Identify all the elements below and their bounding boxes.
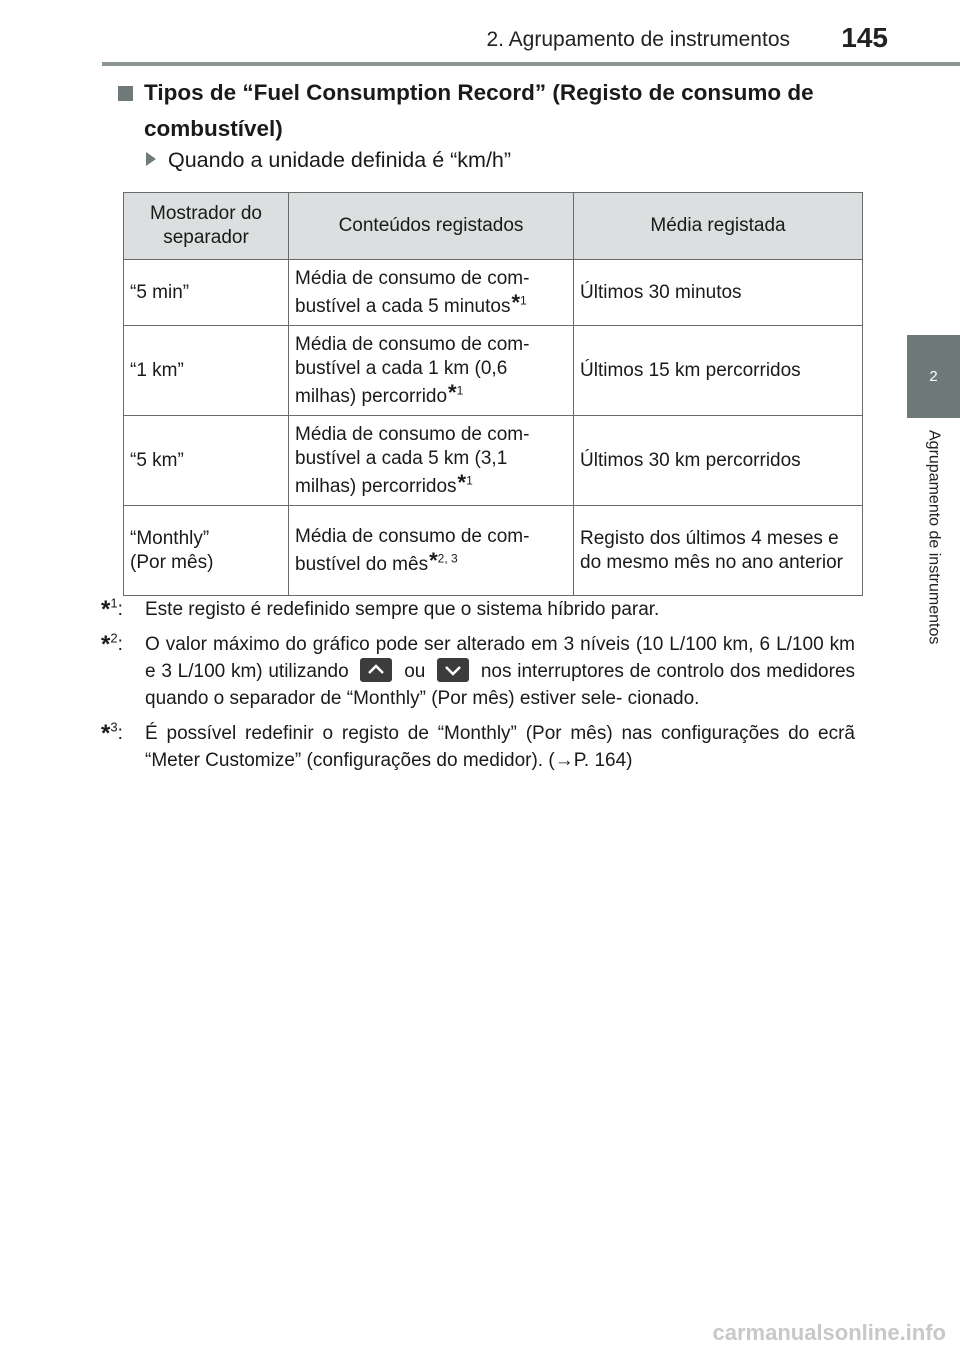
chapter-tab [907, 335, 960, 418]
table-row [124, 506, 863, 596]
footnote [101, 720, 855, 774]
table-header-row [124, 193, 863, 260]
chapter-number: 2 [929, 368, 938, 385]
note-ref: 2, 3 [437, 551, 458, 566]
note-ref: 1 [456, 383, 464, 398]
section-heading [118, 75, 863, 147]
asterisk-icon: * [101, 596, 111, 623]
footnote-number: 1 [110, 595, 118, 611]
note-ref: 1 [466, 473, 473, 488]
asterisk-icon: * [448, 379, 457, 405]
footnote-number: 3 [110, 719, 118, 735]
footnote-text: O valor máximo do gráfico pode ser alterado em 3 níveis (10 L/100 km, 6 L/100 km e 3 L/100 km) utilizando [145, 634, 855, 682]
cell-tab: “5 min” [124, 260, 289, 326]
cell-tab-line: (Por mês) [130, 551, 214, 573]
watermark: carmanualsonline.info [712, 1320, 946, 1345]
running-header-section: 2. Agrupamento de instrumentos [486, 28, 790, 51]
footnote-text: É possível redefinir o registo de “Monthly” (Por mês) nas configurações do ecrã “Meter Customize” (configurações do medidor). (→P. 164) [145, 723, 855, 771]
footnote-text: ou [404, 661, 426, 682]
cell-tab: “1 km” [124, 326, 289, 416]
footnote-marker: *$^1$: [101, 595, 123, 623]
cell-content [289, 506, 574, 596]
cell-average: Registo dos últimos 4 meses e do mesmo mês no ano anterior [574, 506, 863, 596]
cell-content-text: Média de consumo de com- bustível a cada 1 km (0,6 milhas) percorrido [295, 333, 530, 407]
footnote [101, 631, 855, 712]
footnote-marker: *$^3$: [101, 719, 123, 747]
table-row [124, 326, 863, 416]
subheading-text: Quando a unidade definida é “km/h” [168, 148, 512, 172]
cell-content [289, 326, 574, 416]
header-rule [102, 62, 960, 66]
cell-average: Últimos 15 km percorridos [574, 326, 863, 416]
chapter-title: Agrupamento de instrumentos [925, 430, 943, 645]
chevron-down-icon [437, 658, 469, 682]
cell-tab [124, 506, 289, 596]
cell-average: Últimos 30 minutos [574, 260, 863, 326]
table-row [124, 416, 863, 506]
cell-content [289, 416, 574, 506]
footnote-text: nos interruptores de controlo dos medidores quando o separador de “Monthly” (Por mês) estiver sele- cionado. [145, 661, 856, 709]
asterisk-icon: * [101, 720, 111, 747]
footnote-number: 2 [110, 630, 118, 646]
asterisk-icon: * [429, 547, 438, 573]
triangle-bullet-icon [146, 152, 156, 166]
page-number: 145 [841, 22, 888, 53]
chapter-side-label [907, 418, 960, 718]
subheading [146, 144, 511, 176]
square-bullet-icon [118, 86, 133, 101]
column-header: Conteúdos registados [289, 193, 574, 260]
note-ref: 1 [520, 293, 527, 308]
section-heading-text: Tipos de “Fuel Consumption Record” (Registo de consumo de combustível) [144, 80, 814, 141]
cell-tab: “5 km” [124, 416, 289, 506]
footnote [101, 596, 855, 623]
consumption-record-table [123, 192, 863, 596]
footnote-marker: *$^2$: [101, 630, 123, 658]
cell-content-text: Média de consumo de com- bustível a cada 5 minutos [295, 267, 530, 317]
column-header: Média registada [574, 193, 863, 260]
table-row [124, 260, 863, 326]
cell-average: Últimos 30 km percorridos [574, 416, 863, 506]
chevron-up-icon [360, 658, 392, 682]
cell-content-text: Média de consumo de com- bustível do mês [295, 525, 530, 575]
asterisk-icon: * [457, 469, 467, 495]
asterisk-icon: * [101, 631, 111, 658]
cell-content-text: Média de consumo de com- bustível a cada 5 km (3,1 milhas) percorridos [295, 423, 530, 497]
cell-content [289, 260, 574, 326]
footnote-text: Este registo é redefinido sempre que o sistema híbrido parar. [145, 599, 660, 620]
column-header: Mostrador do separador [124, 193, 289, 260]
cell-tab-line: “Monthly” [130, 527, 210, 549]
footnotes [101, 596, 855, 782]
asterisk-icon: * [511, 289, 521, 315]
